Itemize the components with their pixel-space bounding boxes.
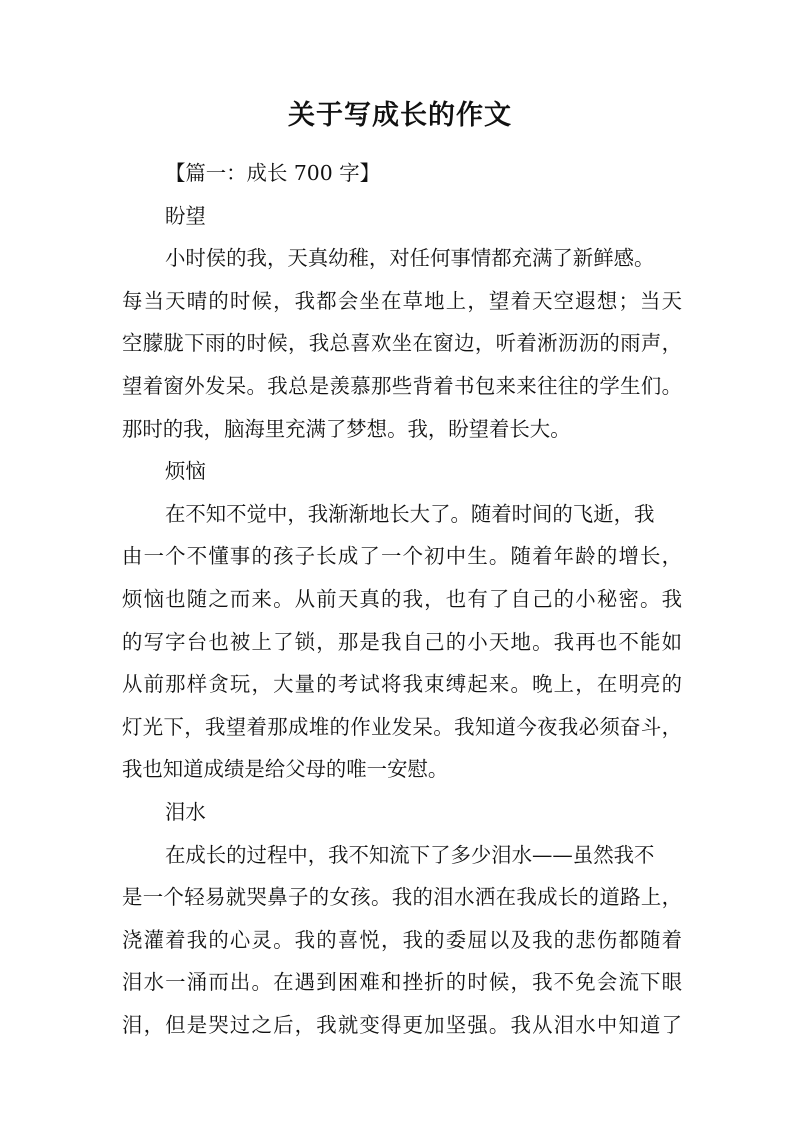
text-line: 【篇一：成长 700 字】	[165, 161, 381, 185]
text-line: 是一个轻易就哭鼻子的女孩。我的泪水洒在我成长的道路上，	[122, 885, 682, 910]
text-line: 从前那样贪玩，大量的考试将我束缚起来。晚上，在明亮的	[122, 672, 682, 697]
text-line: 浇灌着我的心灵。我的喜悦，我的委屈以及我的悲伤都随着	[122, 927, 682, 952]
text-line: 泪水	[165, 799, 206, 824]
text-line: 烦恼也随之而来。从前天真的我，也有了自己的小秘密。我	[122, 586, 682, 611]
text-line: 小时侯的我，天真幼稚，对任何事情都充满了新鲜感。	[165, 246, 655, 271]
text-line: 我也知道成绩是给父母的唯一安慰。	[122, 757, 449, 782]
text-line: 由一个不懂事的孩子长成了一个初中生。随着年龄的增长，	[122, 544, 682, 569]
text-line: 每当天晴的时候，我都会坐在草地上，望着天空遐想；当天	[122, 288, 682, 313]
text-line: 望着窗外发呆。我总是羡慕那些背着书包来来往往的学生们。	[122, 373, 682, 398]
text-line: 在成长的过程中，我不知流下了多少泪水——虽然我不	[165, 842, 655, 867]
text-line: 泪，但是哭过之后，我就变得更加坚强。我从泪水中知道了	[122, 1012, 682, 1037]
text-line: 的写字台也被上了锁，那是我自己的小天地。我再也不能如	[122, 629, 682, 654]
text-line: 烦恼	[165, 459, 206, 484]
document-body	[122, 152, 682, 1046]
document-title: 关于写成长的作文	[288, 100, 512, 131]
text-line: 在不知不觉中，我渐渐地长大了。随着时间的飞逝，我	[165, 501, 655, 526]
text-line: 那时的我，脑海里充满了梦想。我，盼望着长大。	[122, 416, 571, 441]
text-line: 泪水一涌而出。在遇到困难和挫折的时候，我不免会流下眼	[122, 970, 682, 995]
text-line: 盼望	[165, 203, 206, 228]
text-line: 灯光下，我望着那成堆的作业发呆。我知道今夜我必须奋斗，	[122, 714, 682, 739]
text-line: 空朦胧下雨的时候，我总喜欢坐在窗边，听着淅沥沥的雨声，	[122, 331, 682, 356]
